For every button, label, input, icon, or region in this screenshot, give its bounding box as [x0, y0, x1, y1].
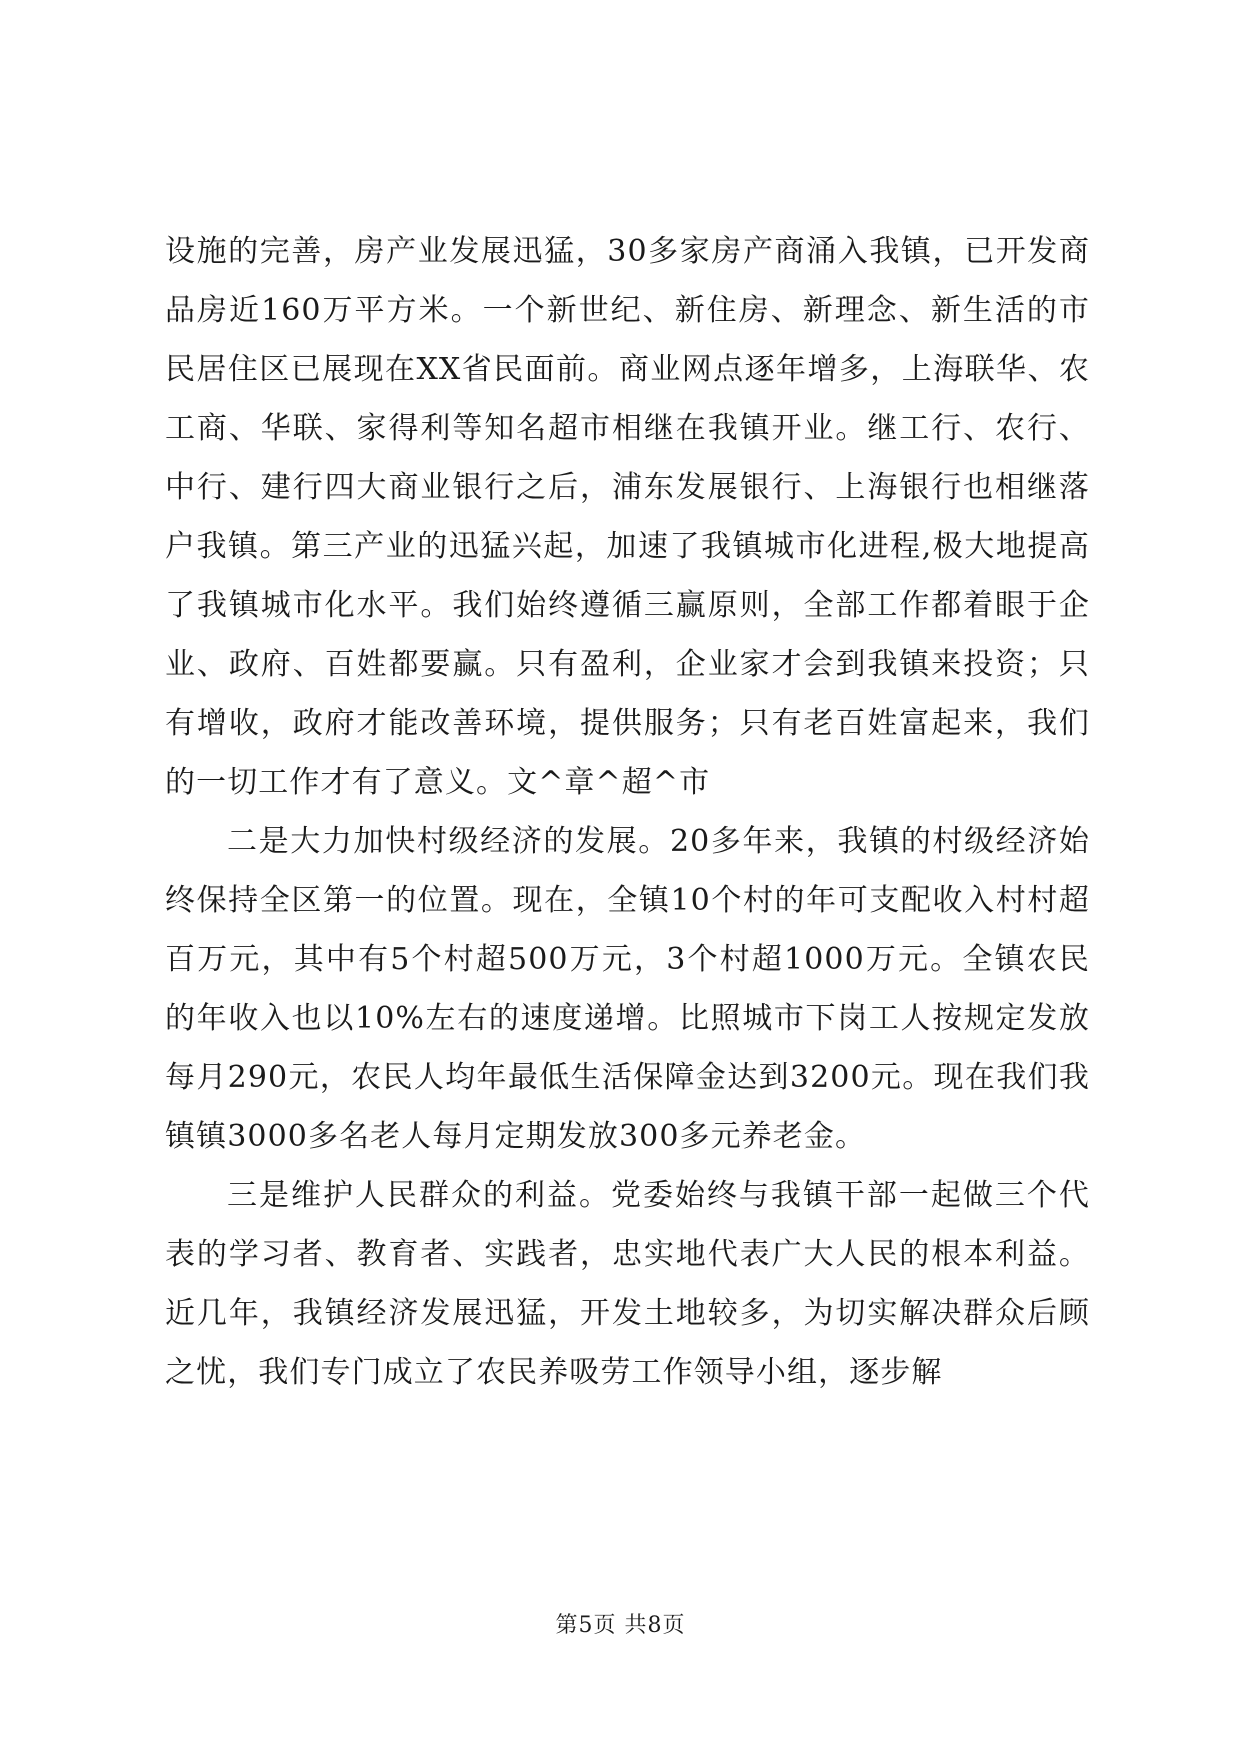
paragraph-continuation: 设施的完善，房产业发展迅猛，30多家房产商涌入我镇，已开发商品房近160万平方米。一个新世纪、新住房、新理念、新生活的市民居住区已展现在XX省民面前。商业网点逐年增多，上海联华、农工商、华联、家得利等知名超市相继在我镇开业。继工行、农行、中行、建行四大商业银行之后，浦东发展银行、上海银行也相继落户我镇。第三产业的迅猛兴起，加速了我镇城市化进程,极大地提高了我镇城市化水平。我们始终遵循三赢原则，全部工作都着眼于企业、政府、百姓都要赢。只有盈利，企业家才会到我镇来投资；只有增收，政府才能改善环境，提供服务；只有老百姓富起来，我们的一切工作才有了意义。文^章^超^市	[165, 234, 1090, 800]
paragraph-people-interests: 三是维护人民群众的利益。党委始终与我镇干部一起做三个代表的学习者、教育者、实践者，忠实地代表广大人民的根本利益。近几年，我镇经济发展迅猛，开发土地较多，为切实解决群众后顾之忧，我们专门成立了农民养吸劳工作领导小组，逐步解	[165, 1178, 1090, 1390]
page-footer: 第5页 共8页	[555, 1613, 686, 1638]
paragraph-village-economy: 二是大力加快村级经济的发展。20多年来，我镇的村级经济始终保持全区第一的位置。现在，全镇10个村的年可支配收入村村超百万元，其中有5个村超500万元，3个村超1000万元。全镇农民的年收入也以10%左右的速度递增。比照城市下岗工人按规定发放每月290元，农民人均年最低生活保障金达到3200元。现在我们我镇镇3000多名老人每月定期发放300多元养老金。	[165, 824, 1090, 1154]
document-body	[165, 222, 1090, 1402]
